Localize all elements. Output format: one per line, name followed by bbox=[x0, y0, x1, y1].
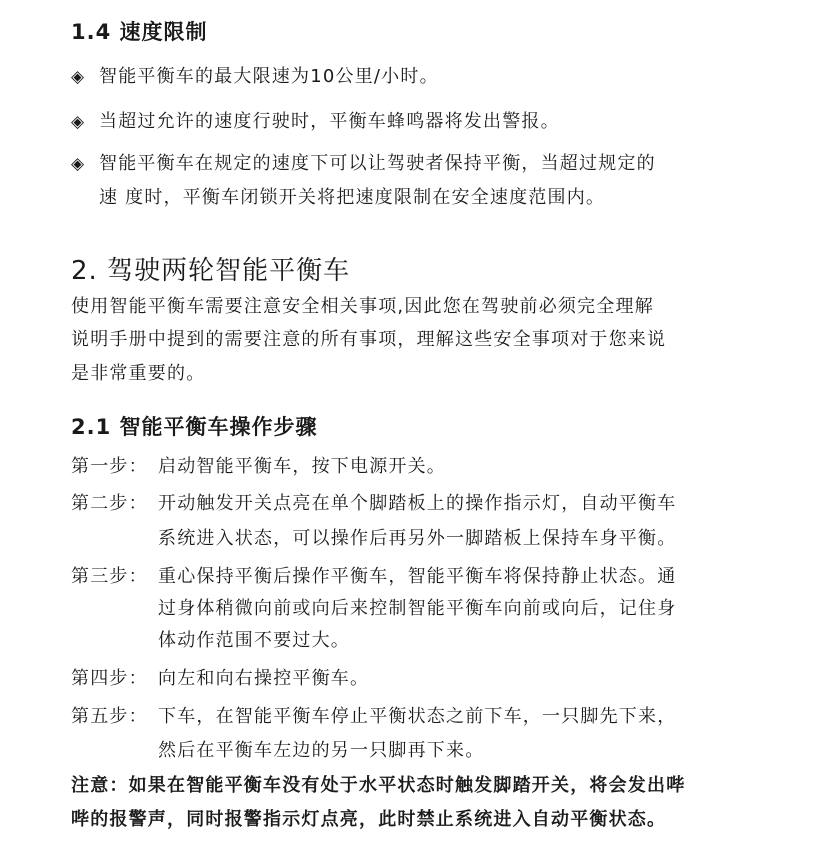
bullet-3-line-1: 智能平衡车在规定的速度下可以让驾驶者保持平衡，当超过规定的 bbox=[99, 153, 656, 174]
diamond-icon: ◈ bbox=[71, 112, 85, 132]
bullet-3-line-2: 速 度时，平衡车闭锁开关将把速度限制在安全速度范围内。 bbox=[99, 187, 606, 208]
note-line-1: 注意：如果在智能平衡车没有处于水平状态时触发脚踏开关，将会发出哔 bbox=[71, 775, 686, 796]
step-2-line-2: 系统进入状态，可以操作后再另外一脚踏板上保持车身平衡。 bbox=[158, 528, 677, 549]
diamond-icon: ◈ bbox=[71, 67, 85, 87]
section-2-title: 2. 驾驶两轮智能平衡车 bbox=[71, 256, 351, 286]
bullet-2-line-1: 当超过允许的速度行驶时，平衡车蜂鸣器将发出警报。 bbox=[99, 111, 560, 132]
step-5-line-1: 下车，在智能平衡车停止平衡状态之前下车，一只脚先下来， bbox=[158, 706, 677, 727]
step-1-label: 第一步： bbox=[71, 456, 148, 477]
step-1-line-1: 启动智能平衡车，按下电源开关。 bbox=[158, 456, 446, 477]
intro-line-3: 是非常重要的。 bbox=[71, 363, 206, 384]
bullet-1-line-1: 智能平衡车的最大限速为10公里/小时。 bbox=[99, 66, 439, 87]
note-line-2: 哔的报警声，同时报警指示灯点亮，此时禁止系统进入自动平衡状态。 bbox=[71, 809, 667, 830]
section-1-4-title: 1.4 速度限制 bbox=[71, 20, 208, 44]
step-3-line-1: 重心保持平衡后操作平衡车，智能平衡车将保持静止状态。通 bbox=[158, 566, 677, 587]
intro-line-2: 说明手册中提到的需要注意的所有事项，理解这些安全事项对于您来说 bbox=[71, 329, 667, 350]
step-4-line-1: 向左和向右操控平衡车。 bbox=[158, 668, 370, 689]
step-5-label: 第五步： bbox=[71, 706, 148, 727]
step-3-line-3: 体动作范围不要过大。 bbox=[158, 630, 350, 651]
step-4-label: 第四步： bbox=[71, 668, 148, 689]
step-3-label: 第三步： bbox=[71, 566, 148, 587]
section-2-1-title: 2.1 智能平衡车操作步骤 bbox=[71, 415, 318, 439]
intro-line-1: 使用智能平衡车需要注意安全相关事项,因此您在驾驶前必须完全理解 bbox=[71, 296, 654, 317]
step-2-label: 第二步： bbox=[71, 493, 148, 514]
diamond-icon: ◈ bbox=[71, 154, 85, 174]
step-2-line-1: 开动触发开关点亮在单个脚踏板上的操作指示灯，自动平衡车 bbox=[158, 493, 677, 514]
step-3-line-2: 过身体稍微向前或向后来控制智能平衡车向前或向后，记住身 bbox=[158, 598, 677, 619]
step-5-line-2: 然后在平衡车左边的另一只脚再下来。 bbox=[158, 740, 485, 761]
